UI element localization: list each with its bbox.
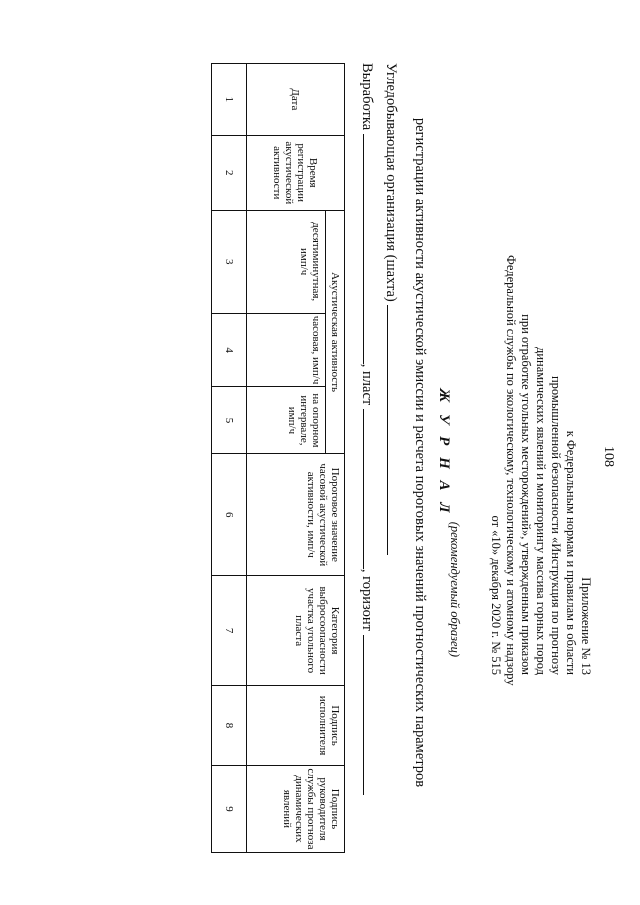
plast-blank[interactable] bbox=[363, 409, 378, 569]
appendix-line: Федеральной службы по экологическому, технологическому и атомному надзору bbox=[504, 255, 518, 686]
column-number: 6 bbox=[212, 454, 247, 576]
appendix-line: Приложение № 13 bbox=[579, 577, 593, 675]
column-number-row bbox=[212, 64, 247, 853]
journal-title: Ж У Р Н А Л bbox=[436, 388, 452, 517]
organization-label: Угледобывающая организация (шахта) bbox=[383, 63, 399, 302]
header-acoustic-group: Акустическая активность bbox=[326, 210, 345, 454]
header-time: Время регистрации акустической активности bbox=[247, 135, 345, 210]
header-date: Дата bbox=[247, 64, 345, 136]
column-number: 8 bbox=[212, 686, 247, 766]
horizon-label: , горизонт bbox=[359, 568, 375, 631]
header-ten-minute: десятиминутная, имп/ч bbox=[247, 210, 326, 313]
journal-table bbox=[211, 63, 345, 853]
column-number: 3 bbox=[212, 210, 247, 313]
appendix-line: промышленной безопасности «Инструкция по прогнозу bbox=[549, 375, 563, 675]
sample-note: (рекомендуемый образец) bbox=[448, 521, 462, 657]
header-category: Категория выбросоопасности участка угольного пласта bbox=[247, 576, 345, 686]
plast-label: , пласт bbox=[359, 363, 375, 406]
horizon-blank[interactable] bbox=[363, 635, 378, 795]
workings-blank[interactable] bbox=[363, 134, 378, 364]
workings-label: Выработка bbox=[359, 63, 375, 131]
column-number: 4 bbox=[212, 313, 247, 387]
header-threshold: Пороговое значение часовой акустической активности, имп/ч bbox=[247, 454, 345, 576]
workings-line bbox=[358, 63, 378, 795]
column-number: 5 bbox=[212, 387, 247, 454]
appendix-line: при отработке угольных месторождений», утвержденным приказом bbox=[519, 314, 533, 675]
column-number: 2 bbox=[212, 135, 247, 210]
column-number: 7 bbox=[212, 576, 247, 686]
organization-blank[interactable] bbox=[387, 305, 402, 555]
appendix-line: от «10» декабря 2020 г. № 515 bbox=[489, 515, 503, 675]
column-number: 9 bbox=[212, 765, 247, 852]
appendix-line: к Федеральным нормам и правилам в области bbox=[564, 430, 578, 675]
page-number: 108 bbox=[601, 446, 616, 467]
journal-subtitle: регистрации активности акустической эмиссии и расчета пороговых значений прогностических параметров bbox=[412, 117, 428, 788]
appendix-line: динамических явлений и мониторингу массива горных пород bbox=[534, 346, 548, 675]
header-hourly: часовая, имп/ч bbox=[247, 313, 326, 387]
header-signature: Подпись исполнителя bbox=[247, 686, 345, 766]
column-number: 1 bbox=[212, 64, 247, 136]
header-reference-interval: на опорном интервале, имп/ч bbox=[247, 387, 326, 454]
organization-line bbox=[382, 63, 402, 555]
appendix-header bbox=[488, 255, 593, 686]
header-head-signature: Подпись руководителя службы прогноза динамических явлений bbox=[247, 765, 345, 852]
